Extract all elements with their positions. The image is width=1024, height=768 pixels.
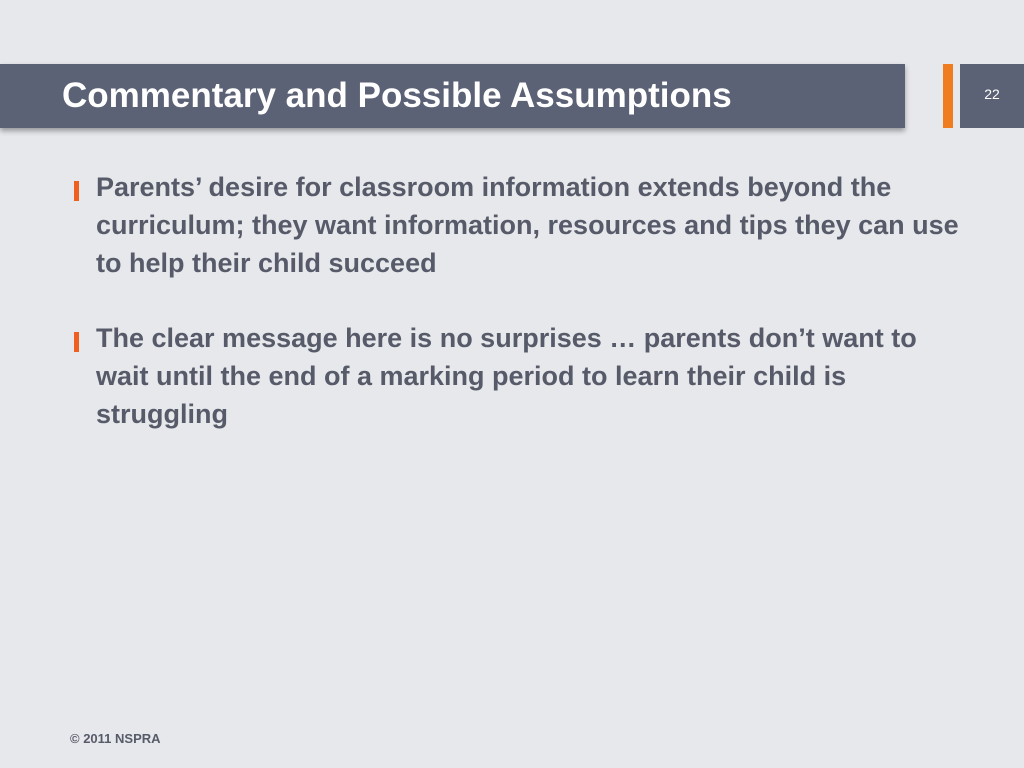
bullet-text: Parents’ desire for classroom information extends beyond the curriculum; they want information, resources and tips they can use to help their child succeed bbox=[96, 172, 959, 278]
slide-title: Commentary and Possible Assumptions bbox=[62, 76, 732, 115]
bullet-text: The clear message here is no surprises … parents don’t want to wait until the end of a marking period to learn their child is struggling bbox=[96, 323, 917, 429]
bullet-marker-icon bbox=[74, 181, 79, 201]
slide-number-box bbox=[960, 64, 1024, 128]
bullet-item bbox=[70, 168, 970, 282]
bullet-list bbox=[70, 168, 970, 470]
title-bar bbox=[0, 64, 905, 128]
accent-bar bbox=[943, 64, 953, 128]
bullet-marker-icon bbox=[74, 332, 79, 352]
copyright-footer: © 2011 NSPRA bbox=[70, 731, 161, 746]
slide-number: 22 bbox=[984, 86, 1000, 102]
bullet-item bbox=[70, 319, 970, 433]
